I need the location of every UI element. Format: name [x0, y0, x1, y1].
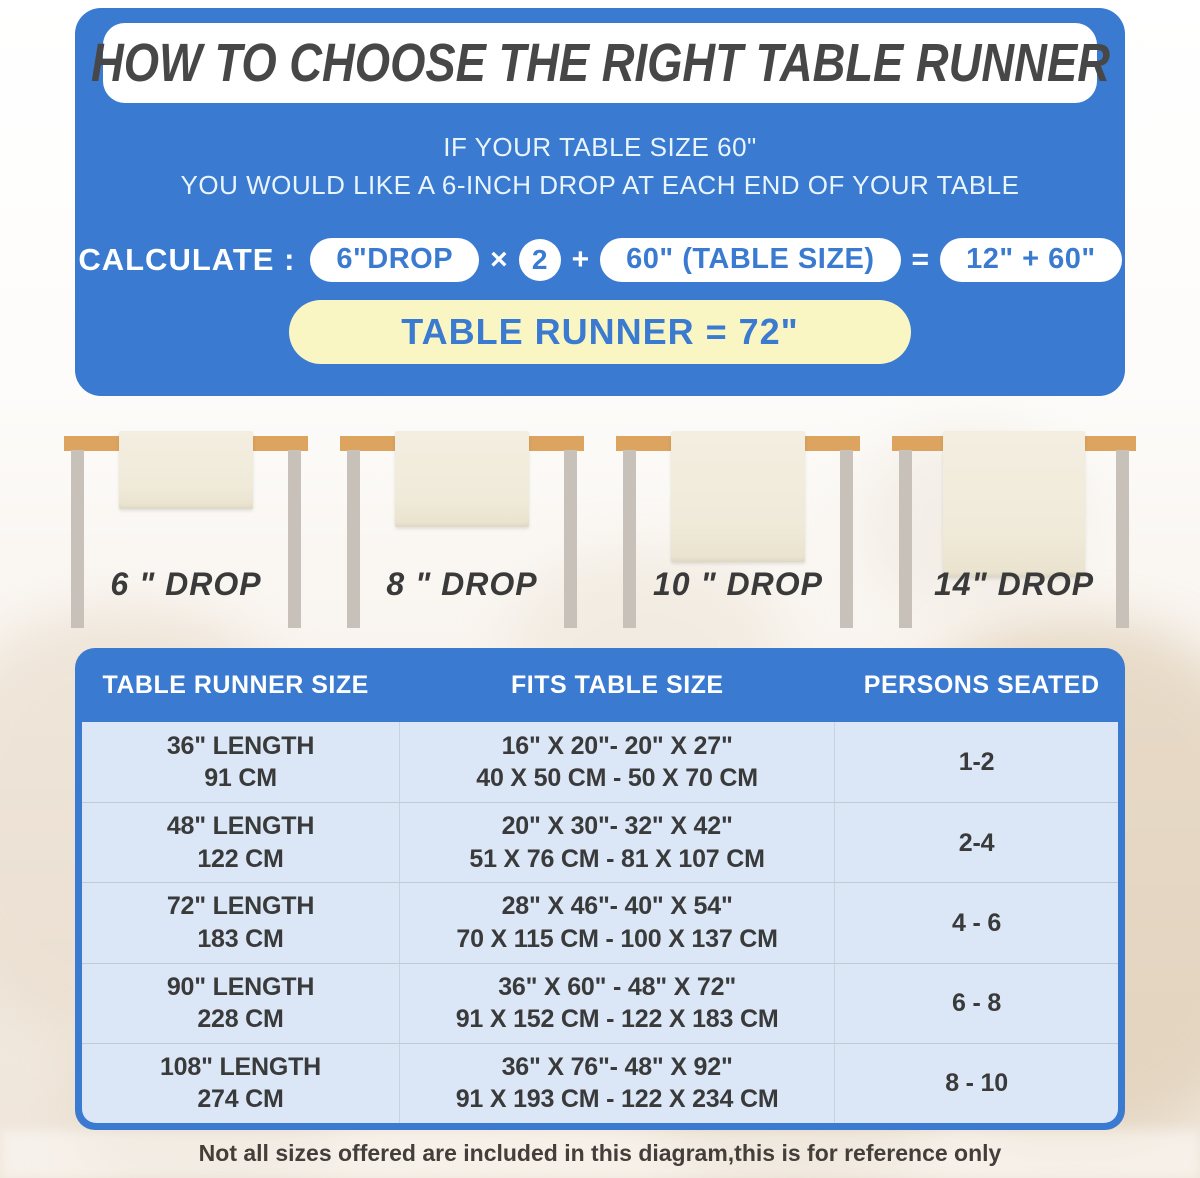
persons-value: 8 - 10: [945, 1069, 1008, 1098]
runner-size-cm: 183 CM: [197, 924, 284, 953]
persons-cell: [835, 964, 1118, 1043]
header-panel: [75, 8, 1125, 396]
drop-label: 10 " DROP: [653, 566, 823, 602]
runner-size-inches: 48" LENGTH: [166, 812, 315, 841]
persons-cell: [835, 803, 1118, 882]
runner-size-cm: 228 CM: [197, 1005, 284, 1034]
fits-table-cell: [399, 1044, 835, 1123]
table-runner-illustration: [395, 431, 529, 527]
table-runner-illustration: [671, 431, 805, 562]
drop-figure-10: [616, 424, 860, 636]
runner-size-cm: 122 CM: [197, 844, 284, 873]
size-chart-panel: [75, 648, 1125, 1130]
multiply-operator: ×: [490, 243, 508, 276]
runner-size-cell: [82, 883, 399, 962]
subtitle-line-1: IF YOUR TABLE SIZE 60": [443, 132, 757, 162]
runner-size-cell: [82, 1044, 399, 1123]
fits-cm: 91 X 193 CM - 122 X 234 CM: [455, 1085, 779, 1114]
runner-size-inches: 36" LENGTH: [166, 731, 315, 760]
drop-label: 14" DROP: [933, 566, 1095, 602]
multiplier-badge: 2: [519, 239, 561, 281]
table-row: [82, 722, 1118, 802]
table-runner-illustration: [119, 431, 253, 509]
table-runner-illustration: [943, 431, 1085, 577]
fits-table-cell: [399, 803, 835, 882]
drop-pill: 6"DROP: [310, 238, 479, 282]
equals-operator: =: [911, 243, 930, 276]
subtitle-line-2: YOU WOULD LIKE A 6-INCH DROP AT EACH END OF YOUR TABLE: [180, 170, 1020, 200]
title-bar: [90, 23, 1110, 103]
persons-value: 4 - 6: [952, 908, 1002, 937]
calc-label: CALCULATE :: [78, 242, 296, 277]
fits-inches: 28" X 46"- 40" X 54": [501, 892, 733, 921]
size-chart-header: [75, 648, 1125, 722]
runner-size-inches: 72" LENGTH: [166, 892, 315, 921]
fits-table-cell: [399, 964, 835, 1043]
calc-row: [75, 236, 1125, 284]
runner-size-cm: 91 CM: [204, 764, 277, 793]
sum-pill: 12" + 60": [940, 238, 1122, 282]
table-row: [82, 882, 1118, 962]
runner-size-inches: 90" LENGTH: [166, 972, 315, 1001]
fits-cm: 70 X 115 CM - 100 X 137 CM: [456, 924, 778, 953]
drop-figure-6: [64, 424, 308, 636]
drop-figures: [64, 424, 1136, 636]
table-row: [82, 1043, 1118, 1123]
persons-value: 2-4: [958, 828, 995, 857]
fits-cm: 40 X 50 CM - 50 X 70 CM: [476, 764, 758, 793]
runner-size-cm: 274 CM: [197, 1085, 284, 1114]
fits-table-cell: [399, 883, 835, 962]
fits-inches: 20" X 30"- 32" X 42": [501, 812, 733, 841]
page-title: HOW TO CHOOSE THE RIGHT TABLE RUNNER: [90, 33, 1110, 93]
column-header-persons: PERSONS SEATED: [863, 670, 1100, 699]
runner-size-cell: [82, 964, 399, 1043]
runner-size-inches: 108" LENGTH: [159, 1052, 322, 1081]
table-row: [82, 802, 1118, 882]
fits-inches: 36" X 76"- 48" X 92": [501, 1052, 733, 1081]
persons-value: 1-2: [958, 747, 995, 776]
plus-operator: +: [571, 243, 590, 276]
persons-cell: [835, 883, 1118, 962]
column-header-fits-table: FITS TABLE SIZE: [511, 670, 724, 699]
drop-figure-8: [340, 424, 584, 636]
drop-label: 6 " DROP: [110, 566, 262, 602]
drop-figure-14: [892, 424, 1136, 636]
size-chart-body: [82, 722, 1118, 1123]
table-size-pill: 60" (TABLE SIZE): [600, 238, 900, 282]
persons-cell: [835, 1044, 1118, 1123]
fits-cm: 51 X 76 CM - 81 X 107 CM: [469, 844, 765, 873]
table-row: [82, 963, 1118, 1043]
footer-note: Not all sizes offered are included in this diagram,this is for reference only: [198, 1140, 1002, 1166]
runner-result-pill: TABLE RUNNER = 72": [289, 300, 911, 364]
fits-table-cell: [399, 722, 835, 802]
persons-value: 6 - 8: [952, 988, 1002, 1017]
fits-inches: 36" X 60" - 48" X 72": [498, 972, 736, 1001]
column-header-runner-size: TABLE RUNNER SIZE: [102, 670, 369, 699]
runner-size-cell: [82, 722, 399, 802]
fits-inches: 16" X 20"- 20" X 27": [501, 731, 733, 760]
drop-label: 8 " DROP: [386, 566, 538, 602]
persons-cell: [835, 722, 1118, 802]
fits-cm: 91 X 152 CM - 122 X 183 CM: [455, 1005, 779, 1034]
runner-size-cell: [82, 803, 399, 882]
